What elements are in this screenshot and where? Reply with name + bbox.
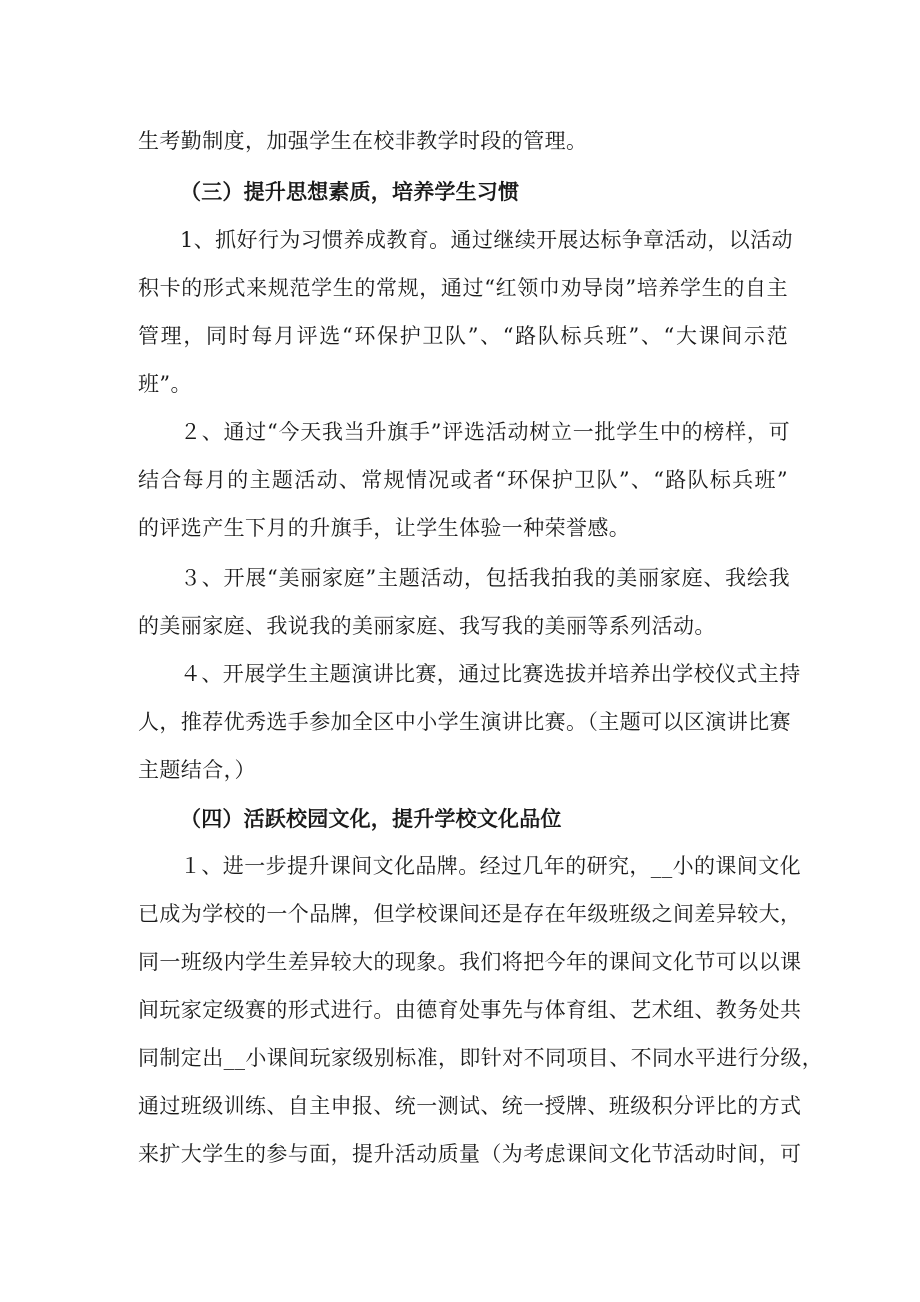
paragraph-line: 通过班级训练、自主申报、统一测试、统一授牌、班级积分评比的方式 <box>138 1094 802 1118</box>
paragraph-line: 同制定出__小课间玩家级别标准，即针对不同项目、不同水平进行分级， <box>138 1046 824 1070</box>
paragraph-line: １、进一步提升课间文化品牌。经过几年的研究，__小的课间文化 <box>180 854 801 878</box>
paragraph-line: 的评选产生下月的升旗手，让学生体验一种荣誉感。 <box>138 516 631 540</box>
paragraph-line: 1、抓好行为习惯养成教育。通过继续开展达标争章活动，以活动 <box>180 228 793 252</box>
paragraph-line: ２、通过“今天我当升旗手”评选活动树立一批学生中的榜样，可 <box>180 420 790 444</box>
paragraph-line: 主题结合，） <box>138 758 256 782</box>
paragraph-line: 已成为学校的一个品牌，但学校课间还是存在年级班级之间差异较大， <box>138 902 802 926</box>
section-heading-4: （四）活跃校园文化，提升学校文化品位 <box>180 807 562 831</box>
paragraph-line: ３、开展“美丽家庭”主题活动，包括我拍我的美丽家庭、我绘我 <box>180 566 790 590</box>
paragraph-line: 结合每月的主题活动、常规情况或者“环保护卫队”、“路队标兵班” <box>138 468 788 492</box>
paragraph-line: 人，推荐优秀选手参加全区中小学生演讲比赛。（主题可以区演讲比赛 <box>138 710 791 734</box>
paragraph-line: 同一班级内学生差异较大的现象。我们将把今年的课间文化节可以以课 <box>138 950 802 974</box>
paragraph-line: 班”。 <box>138 372 192 396</box>
paragraph-line: 的美丽家庭、我说我的美丽家庭、我写我的美丽等系列活动。 <box>138 614 716 638</box>
section-heading-3: （三）提升思想素质，培养学生习惯 <box>180 180 520 204</box>
paragraph-line: ４、开展学生主题演讲比赛，通过比赛选拔并培养出学校仪式主持 <box>180 662 801 686</box>
paragraph-line: 来扩大学生的参与面，提升活动质量（为考虑课间文化节活动时间，可 <box>138 1142 802 1166</box>
paragraph-line: 间玩家定级赛的形式进行。由德育处事先与体育组、艺术组、教务处共 <box>138 998 802 1022</box>
paragraph-line: 积卡的形式来规范学生的常规，通过“红领巾劝导岗”培养学生的自主 <box>138 276 788 300</box>
paragraph-line: 生考勤制度，加强学生在校非教学时段的管理。 <box>138 129 588 153</box>
paragraph-line: 管理，同时每月评选“环保护卫队”、“路队标兵班”、“大课间示范 <box>138 324 788 348</box>
